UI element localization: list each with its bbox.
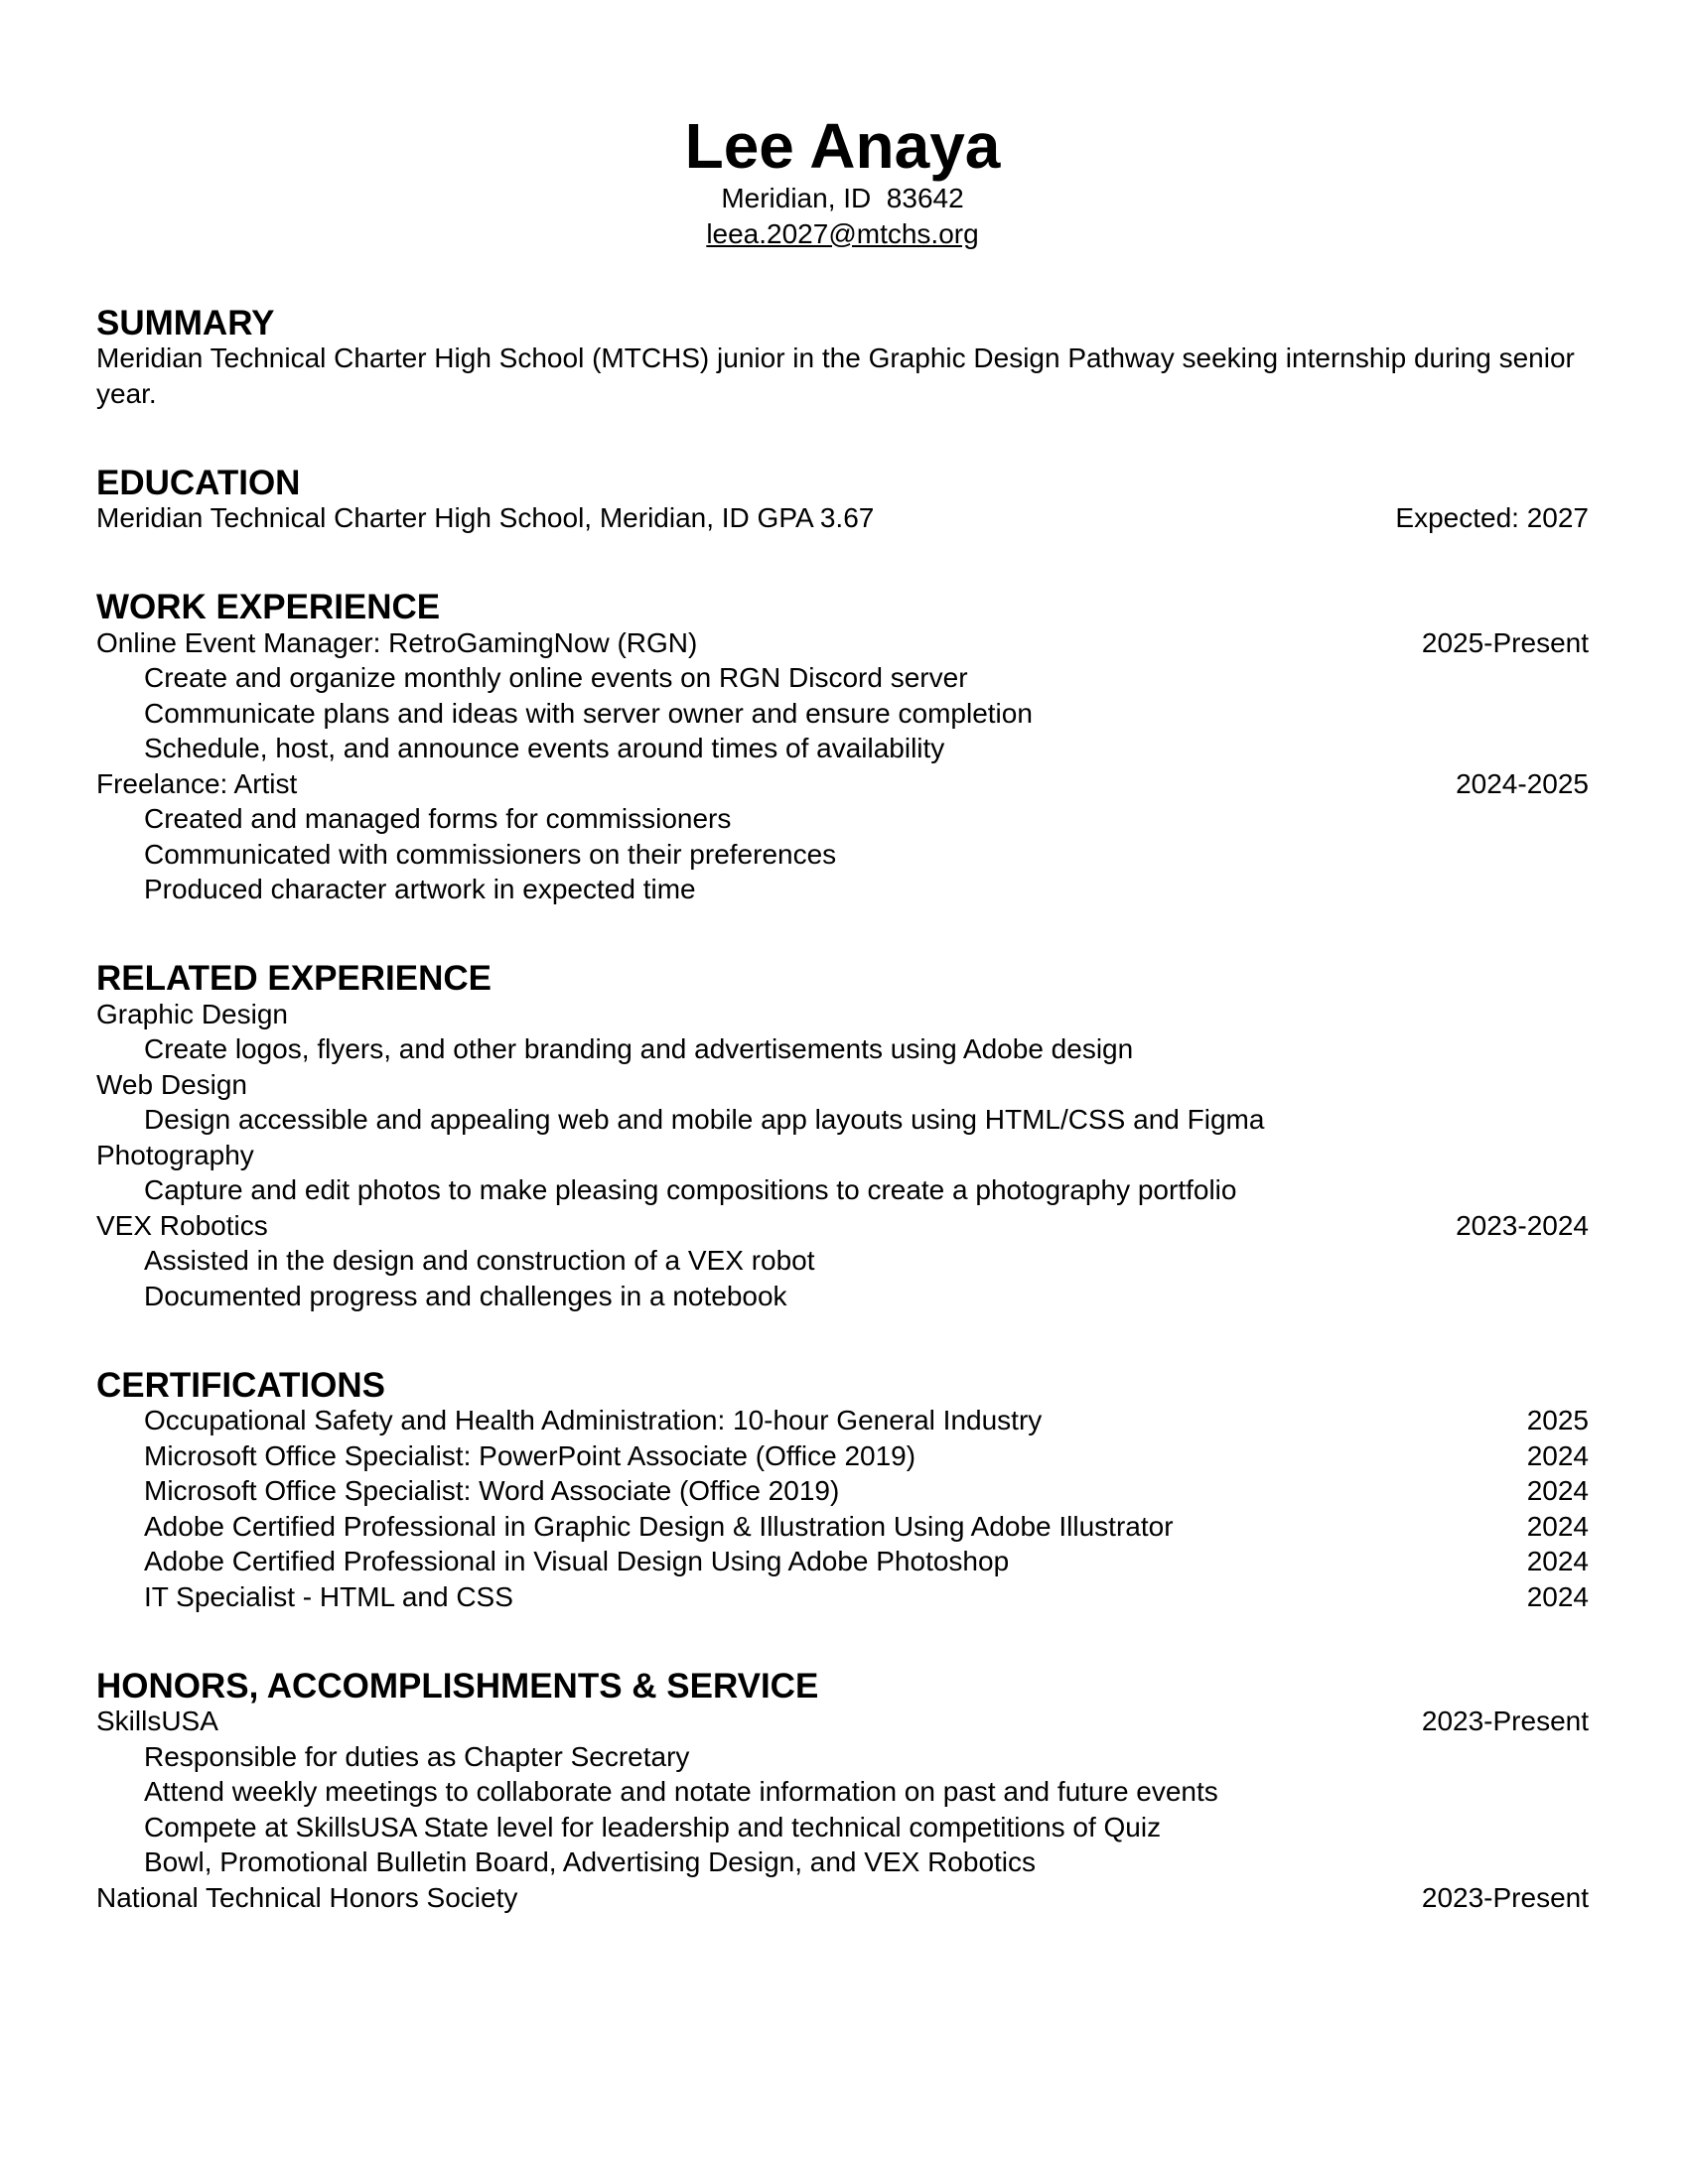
section-honors [96,1666,1589,1916]
line-text: Web Design [96,1068,248,1100]
experience-detail-row [96,1172,1589,1208]
honor-detail-row [96,1810,1589,1845]
experience-title-row [96,1067,1589,1103]
candidate-location: Meridian, ID 83642 [721,183,964,213]
experience-title-row [96,1208,1589,1244]
honor-detail-row [96,1774,1589,1810]
job-detail-row [96,872,1589,907]
line-text: Assisted in the design and construction of a VEX robot [144,1245,815,1276]
experience-detail-row [96,1279,1589,1314]
experience-detail-row [96,1243,1589,1279]
line-text: Graphic Design [96,998,288,1029]
line-text: Adobe Certified Professional in Visual Design Using Adobe Photoshop [144,1546,1010,1576]
certification-row [96,1579,1589,1615]
certification-row [96,1473,1589,1509]
honor-detail-row [96,1844,1589,1880]
line-date: 2023-2024 [1456,1209,1589,1241]
line-text: Online Event Manager: RetroGamingNow (RGN) [96,626,698,658]
line-text: IT Specialist - HTML and CSS [144,1580,513,1612]
line-text: Compete at SkillsUSA State level for leadership and technical competitions of Quiz [144,1811,1162,1843]
candidate-name: Lee Anaya [684,110,1001,182]
line-text: Responsible for duties as Chapter Secretary [144,1740,690,1772]
line-date: 2024 [1526,1546,1589,1576]
section-certifications [96,1365,1589,1615]
job-title-row [96,766,1589,802]
certification-row [96,1403,1589,1438]
line-text: Schedule, host, and announce events around times of availability [144,733,945,763]
line-date: 2025 [1526,1405,1589,1435]
section-heading: RELATED EXPERIENCE [96,959,492,998]
line-text: Communicate plans and ideas with server owner and ensure completion [144,697,1033,729]
certification-row [96,1438,1589,1474]
experience-detail-row [96,1102,1589,1138]
line-text: Produced character artwork in expected time [144,874,696,904]
resume-header [96,111,1589,251]
honor-title-row [96,1704,1589,1739]
line-date: 2024-2025 [1456,767,1589,799]
job-detail-row [96,801,1589,837]
education-row [96,500,1589,536]
line-text: Create logos, flyers, and other branding and advertisements using Adobe design [144,1033,1134,1064]
line-date: 2024 [1526,1439,1589,1471]
experience-title-row [96,997,1589,1032]
line-text: National Technical Honors Society [96,1881,518,1913]
section-summary [96,303,1589,412]
line-date: 2023-Present [1421,1881,1589,1913]
honor-detail-row [96,1739,1589,1775]
line-text: Communicated with commissioners on their preferences [144,838,837,870]
section-heading: HONORS, ACCOMPLISHMENTS & SERVICE [96,1666,819,1706]
line-text: Create and organize monthly online events on RGN Discord server [144,662,968,693]
line-text: Attend weekly meetings to collaborate and notate information on past and future events [144,1776,1218,1807]
summary-text-row [96,341,1589,411]
section-heading: WORK EXPERIENCE [96,588,441,626]
line-text: Meridian Technical Charter High School (MTCHS) junior in the Graphic Design Pathway seeking internship during senior year. [96,342,1575,409]
certification-row [96,1509,1589,1545]
line-text: SkillsUSA [96,1706,218,1736]
section-heading: SUMMARY [96,303,275,342]
job-detail-row [96,731,1589,766]
email-link[interactable]: leea.2027@mtchs.org [706,217,979,249]
line-text: Created and managed forms for commissioners [144,803,732,834]
line-text: Freelance: Artist [96,767,298,799]
line-text: Adobe Certified Professional in Graphic Design & Illustration Using Adobe Illustrator [144,1510,1174,1542]
line-text: Microsoft Office Specialist: PowerPoint Associate (Office 2019) [144,1439,916,1471]
line-date: 2023-Present [1421,1706,1589,1736]
job-detail-row [96,660,1589,696]
experience-detail-row [96,1031,1589,1067]
line-text: Occupational Safety and Health Administration: 10-hour General Industry [144,1405,1043,1435]
line-text: VEX Robotics [96,1209,268,1241]
section-heading: EDUCATION [96,463,301,502]
line-text: Meridian Technical Charter High School, Meridian, ID GPA 3.67 [96,502,875,533]
line-date: 2025-Present [1421,626,1589,658]
section-heading: CERTIFICATIONS [96,1365,386,1405]
job-detail-row [96,696,1589,732]
job-title-row [96,625,1589,661]
job-detail-row [96,837,1589,873]
line-text: Bowl, Promotional Bulletin Board, Advertising Design, and VEX Robotics [144,1846,1037,1877]
section-work-experience [96,590,1589,907]
line-date: Expected: 2027 [1395,502,1589,533]
section-related-experience [96,961,1589,1313]
line-text: Documented progress and challenges in a notebook [144,1280,787,1311]
honor-title-row [96,1880,1589,1916]
experience-title-row [96,1138,1589,1173]
line-text: Microsoft Office Specialist: Word Associate (Office 2019) [144,1475,840,1506]
certification-row [96,1544,1589,1579]
line-text: Photography [96,1139,254,1170]
line-text: Design accessible and appealing web and mobile app layouts using HTML/CSS and Figma [144,1104,1265,1135]
line-text: Capture and edit photos to make pleasing compositions to create a photography portfolio [144,1174,1237,1205]
line-date: 2024 [1526,1510,1589,1542]
line-date: 2024 [1526,1580,1589,1612]
line-date: 2024 [1526,1475,1589,1506]
contact-email-line [96,216,1589,252]
section-education [96,463,1589,536]
